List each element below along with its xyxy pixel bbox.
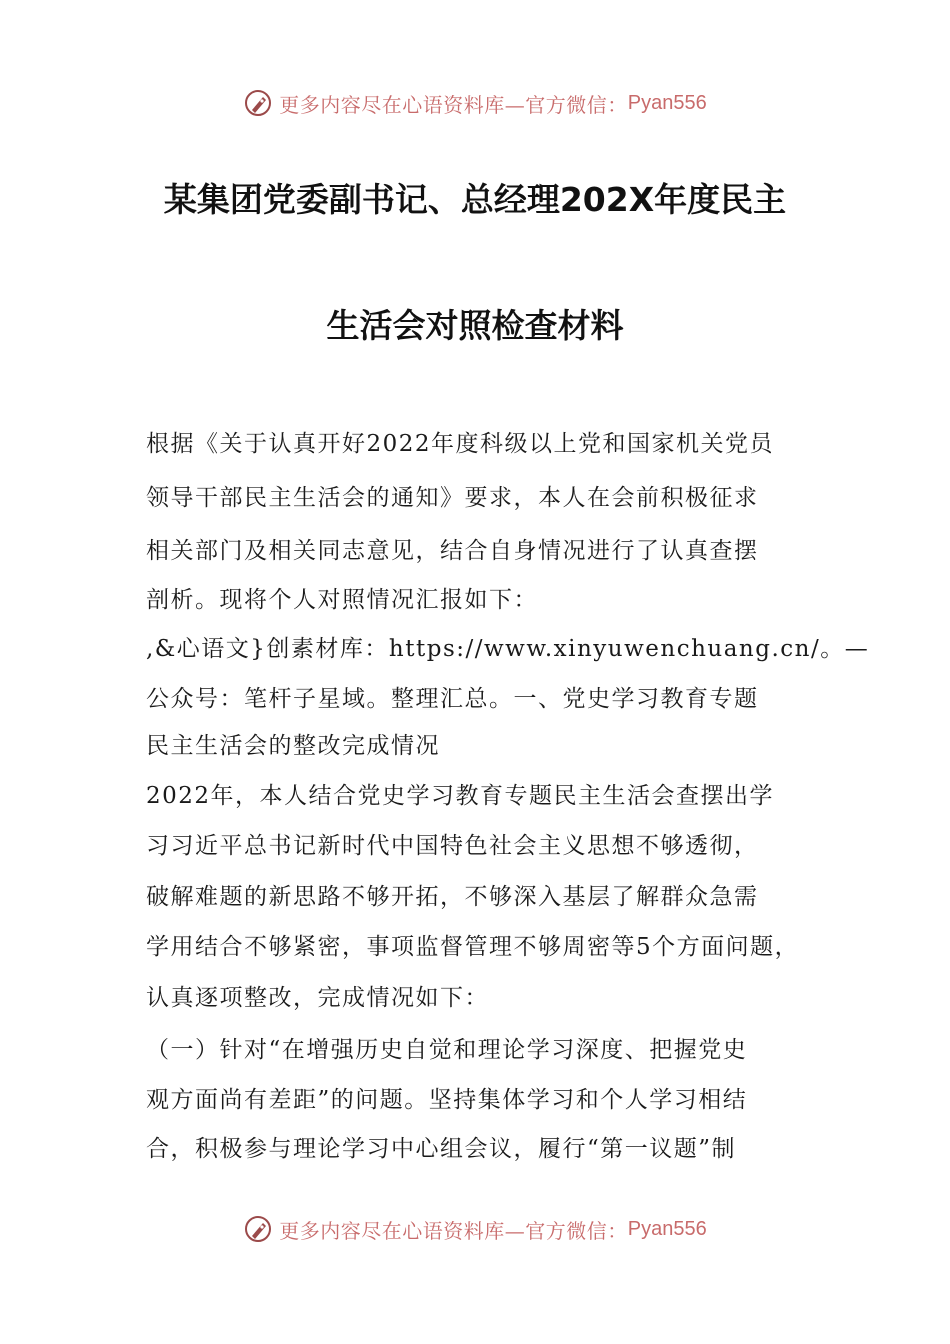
footer-wechat-id: Pyan556: [627, 1217, 707, 1240]
body-line: 破解难题的新思路不够开拓，不够深入基层了解群众急需: [146, 884, 759, 910]
footer-banner-text: 更多内容尽在心语资料库—官方微信：: [279, 1218, 628, 1243]
footer-banner: [0, 1209, 950, 1249]
header-banner-text: 更多内容尽在心语资料库—官方微信：: [279, 92, 628, 117]
body-line: 合，积极参与理论学习中心组会议，履行“第一议题”制: [146, 1136, 737, 1162]
body-line: （一）针对“在增强历史自觉和理论学习深度、把握党史: [146, 1037, 748, 1063]
body-line: 领导干部民主生活会的通知》要求，本人在会前积极征求: [146, 485, 759, 511]
body-line: 公众号：笔杆子星域。整理汇总。一、党史学习教育专题: [146, 686, 759, 712]
body-line: 观方面尚有差距”的问题。坚持集体学习和个人学习相结: [146, 1087, 748, 1113]
header-wechat-id: Pyan556: [627, 91, 707, 114]
body-line: 根据《关于认真开好2022年度科级以上党和国家机关党员: [146, 431, 775, 457]
pen-nib-logo-icon: [243, 88, 273, 118]
body-line: 2022年，本人结合党史学习教育专题民主生活会查摆出学: [146, 783, 775, 809]
document-title-line-2: 生活会对照检查材料: [326, 306, 624, 345]
body-line: 民主生活会的整改完成情况: [146, 733, 440, 759]
document-title-line-1: 某集团党委副书记、总经理202X年度民主: [163, 180, 787, 219]
body-line: 剖析。现将个人对照情况汇报如下：: [146, 587, 538, 613]
body-line: 学用结合不够紧密，事项监督管理不够周密等5个方面问题，: [146, 934, 800, 960]
body-line: 认真逐项整改，完成情况如下：: [146, 985, 489, 1011]
pen-nib-logo-icon: [243, 1214, 273, 1244]
body-line: 相关部门及相关同志意见，结合自身情况进行了认真查摆: [146, 538, 759, 564]
body-line: 习习近平总书记新时代中国特色社会主义思想不够透彻，: [146, 833, 759, 859]
header-banner: [0, 83, 950, 123]
body-line: ,&心语文}创素材库：https://www.xinyuwenchuang.cn/。—: [146, 636, 870, 662]
